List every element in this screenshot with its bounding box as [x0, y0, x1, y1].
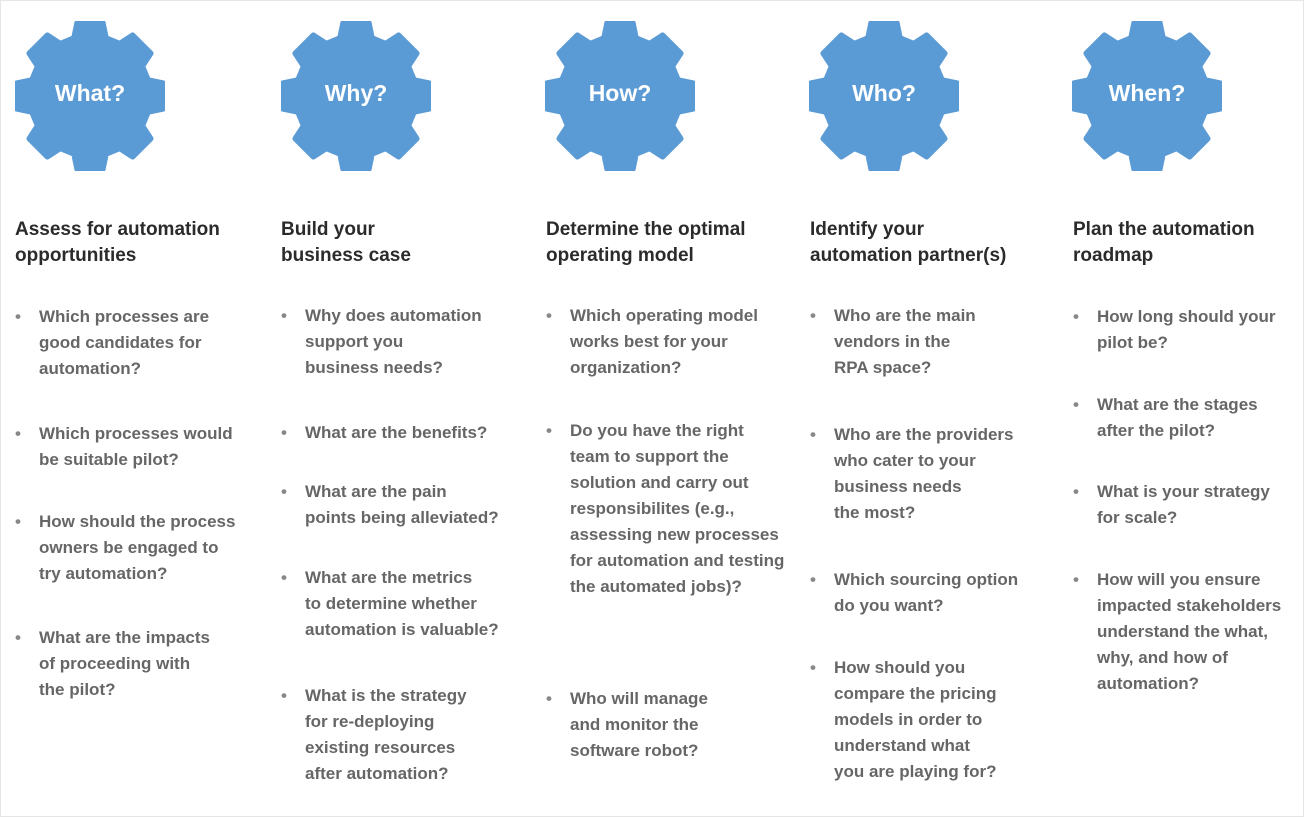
question-line: for automation and testing: [570, 551, 785, 570]
question-text: [15, 421, 265, 473]
bullet-icon: •: [546, 306, 552, 325]
bullet-icon: •: [1073, 570, 1079, 589]
question-text: [1073, 392, 1304, 444]
question-item: [810, 655, 1060, 785]
bullet-icon: •: [15, 424, 21, 443]
column-title-line: roadmap: [1073, 245, 1154, 266]
question-item: [810, 567, 1060, 619]
question-line: understand what: [834, 736, 971, 755]
question-text: [1073, 479, 1304, 531]
column-title-line: Identify your: [810, 219, 925, 240]
question-line: software robot?: [570, 741, 699, 760]
question-item: [15, 509, 265, 587]
question-line: Who are the providers: [834, 425, 1014, 444]
question-line: business needs?: [305, 358, 443, 377]
question-line: Who are the main: [834, 306, 976, 325]
question-line: Who will manage: [570, 689, 708, 708]
question-line: Which processes are: [39, 307, 210, 326]
gear-label: Who?: [852, 80, 916, 106]
question-line: What are the metrics: [305, 568, 473, 587]
question-item: [1073, 392, 1304, 444]
column-title-line: Build your: [281, 219, 375, 240]
question-line: points being alleviated?: [305, 508, 499, 527]
question-line: pilot be?: [1097, 333, 1168, 352]
question-text: [15, 509, 265, 587]
question-line: What are the stages: [1097, 395, 1258, 414]
column-title-line: Determine the optimal: [546, 219, 746, 240]
question-line: business needs: [834, 477, 962, 496]
question-line: organization?: [570, 358, 682, 377]
gear-how: [545, 21, 695, 171]
column-title: [15, 217, 265, 269]
question-line: compare the pricing: [834, 684, 997, 703]
column-title-line: automation partner(s): [810, 245, 1007, 266]
question-item: [281, 565, 531, 643]
question-line: solution and carry out: [570, 473, 749, 492]
question-line: impacted stakeholders: [1097, 596, 1282, 615]
bullet-icon: •: [810, 570, 816, 589]
question-item: [1073, 567, 1304, 697]
question-text: [281, 420, 531, 446]
question-text: [1073, 304, 1304, 356]
question-line: owners be engaged to: [39, 538, 219, 557]
question-text: [281, 683, 531, 787]
question-line: and monitor the: [570, 715, 699, 734]
question-line: good candidates for: [39, 333, 202, 352]
question-line: Why does automation: [305, 306, 482, 325]
column-title: [810, 217, 1060, 269]
question-item: [810, 303, 1060, 381]
gear-label: When?: [1108, 80, 1186, 106]
question-line: support you: [305, 332, 404, 351]
bullet-icon: •: [15, 628, 21, 647]
question-line: the pilot?: [39, 680, 116, 699]
question-item: [1073, 304, 1304, 356]
question-line: automation?: [39, 359, 141, 378]
question-text: [15, 304, 265, 382]
question-line: How should you: [834, 658, 966, 677]
question-item: [546, 686, 796, 764]
question-text: [810, 655, 1060, 785]
question-line: you are playing for?: [834, 762, 997, 781]
column-how: [546, 1, 801, 818]
question-item: [281, 479, 531, 531]
question-line: for re-deploying: [305, 712, 435, 731]
question-item: [281, 303, 531, 381]
column-title: [546, 217, 796, 269]
question-line: Which operating model: [570, 306, 758, 325]
bullet-icon: •: [1073, 395, 1079, 414]
question-text: [546, 418, 796, 600]
question-line: How long should your: [1097, 307, 1276, 326]
column-title-line: Assess for automation: [15, 219, 220, 240]
question-line: What are the benefits?: [305, 423, 488, 442]
bullet-icon: •: [546, 689, 552, 708]
bullet-icon: •: [281, 568, 287, 587]
column-title-line: business case: [281, 245, 411, 266]
question-item: [281, 683, 531, 787]
column-when: [1073, 1, 1304, 818]
gear-label: How?: [588, 80, 652, 106]
question-text: [281, 565, 531, 643]
question-item: [281, 420, 531, 446]
column-title-line: operating model: [546, 245, 694, 266]
question-line: team to support the: [570, 447, 729, 466]
question-line: the most?: [834, 503, 916, 522]
question-text: [810, 422, 1060, 526]
question-line: of proceeding with: [39, 654, 191, 673]
question-line: What is your strategy: [1097, 482, 1270, 501]
gear-why: [281, 21, 431, 171]
question-line: after automation?: [305, 764, 449, 783]
column-title: [281, 217, 531, 269]
question-line: after the pilot?: [1097, 421, 1216, 440]
question-line: vendors in the: [834, 332, 951, 351]
question-text: [281, 303, 531, 381]
column-title-line: Plan the automation: [1073, 219, 1255, 240]
bullet-icon: •: [546, 421, 552, 440]
question-line: automation?: [1097, 674, 1199, 693]
question-line: responsibilites (e.g.,: [570, 499, 735, 518]
question-line: do you want?: [834, 596, 944, 615]
question-line: How should the process: [39, 512, 236, 531]
bullet-icon: •: [1073, 307, 1079, 326]
question-line: What are the pain: [305, 482, 447, 501]
bullet-icon: •: [15, 307, 21, 326]
question-item: [546, 418, 796, 600]
question-line: models in order to: [834, 710, 983, 729]
question-line: understand the what,: [1097, 622, 1268, 641]
question-text: [546, 686, 796, 764]
question-text: [15, 625, 265, 703]
question-item: [1073, 479, 1304, 531]
question-line: try automation?: [39, 564, 168, 583]
column-what: [15, 1, 270, 818]
question-line: who cater to your: [834, 451, 976, 470]
column-title: [1073, 217, 1304, 269]
bullet-icon: •: [281, 423, 287, 442]
question-text: [281, 479, 531, 531]
question-item: [15, 304, 265, 382]
question-item: [15, 625, 265, 703]
question-line: automation is valuable?: [305, 620, 499, 639]
question-line: RPA space?: [834, 358, 932, 377]
question-text: [810, 303, 1060, 381]
bullet-icon: •: [1073, 482, 1079, 501]
bullet-icon: •: [281, 686, 287, 705]
question-line: why, and how of: [1097, 648, 1228, 667]
gear-who: [809, 21, 959, 171]
bullet-icon: •: [281, 306, 287, 325]
question-item: [546, 303, 796, 381]
gear-label: Why?: [324, 80, 388, 106]
question-item: [15, 421, 265, 473]
question-line: Do you have the right: [570, 421, 744, 440]
column-title-line: opportunities: [15, 245, 137, 266]
question-text: [810, 567, 1060, 619]
question-line: assessing new processes: [570, 525, 779, 544]
question-line: be suitable pilot?: [39, 450, 179, 469]
bullet-icon: •: [810, 658, 816, 677]
gear-label: What?: [54, 80, 126, 106]
bullet-icon: •: [810, 425, 816, 444]
question-item: [810, 422, 1060, 526]
question-line: for scale?: [1097, 508, 1178, 527]
gear-what: [15, 21, 165, 171]
question-line: the automated jobs)?: [570, 577, 742, 596]
question-line: existing resources: [305, 738, 456, 757]
bullet-icon: •: [281, 482, 287, 501]
question-text: [1073, 567, 1304, 697]
gear-when: [1072, 21, 1222, 171]
bullet-icon: •: [810, 306, 816, 325]
column-who: [810, 1, 1065, 818]
question-line: What is the strategy: [305, 686, 467, 705]
question-line: Which sourcing option: [834, 570, 1019, 589]
question-line: works best for your: [570, 332, 728, 351]
bullet-icon: •: [15, 512, 21, 531]
column-why: [281, 1, 536, 818]
question-line: What are the impacts: [39, 628, 210, 647]
question-line: How will you ensure: [1097, 570, 1261, 589]
question-line: Which processes would: [39, 424, 233, 443]
question-text: [546, 303, 796, 381]
question-line: to determine whether: [305, 594, 477, 613]
